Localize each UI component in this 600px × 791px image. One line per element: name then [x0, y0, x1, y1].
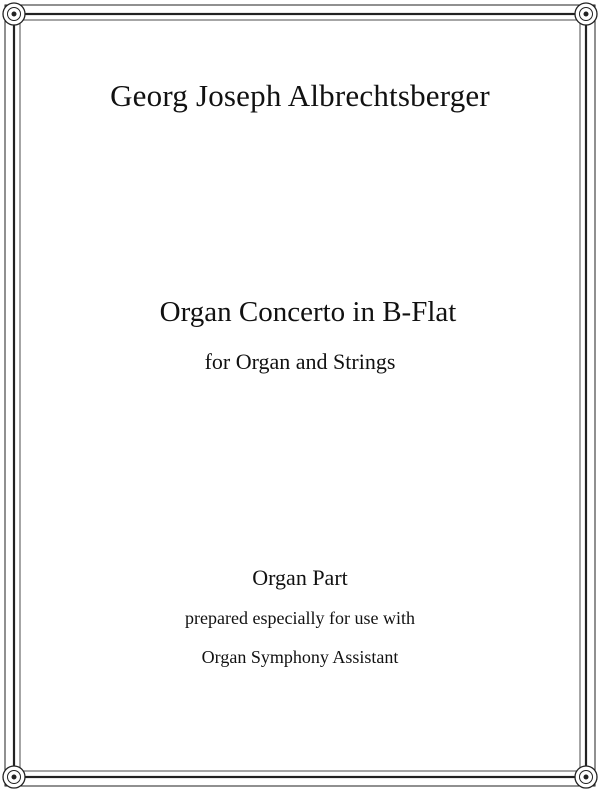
- corner-ornament-icon: [3, 3, 25, 25]
- corner-ornament-icon: [3, 766, 25, 788]
- border-outer-line: [5, 5, 595, 786]
- composer-name: Georg Joseph Albrechtsberger: [110, 78, 490, 113]
- work-title: Organ Concerto in B-Flat: [159, 296, 457, 328]
- part-label: Organ Part: [252, 565, 348, 590]
- corner-ornament-icon: [575, 766, 597, 788]
- work-subtitle: for Organ and Strings: [204, 349, 396, 374]
- assistant-name: Organ Symphony Assistant: [201, 647, 399, 667]
- prepared-note: prepared especially for use with: [185, 608, 415, 628]
- corner-ornament-icon: [575, 3, 597, 25]
